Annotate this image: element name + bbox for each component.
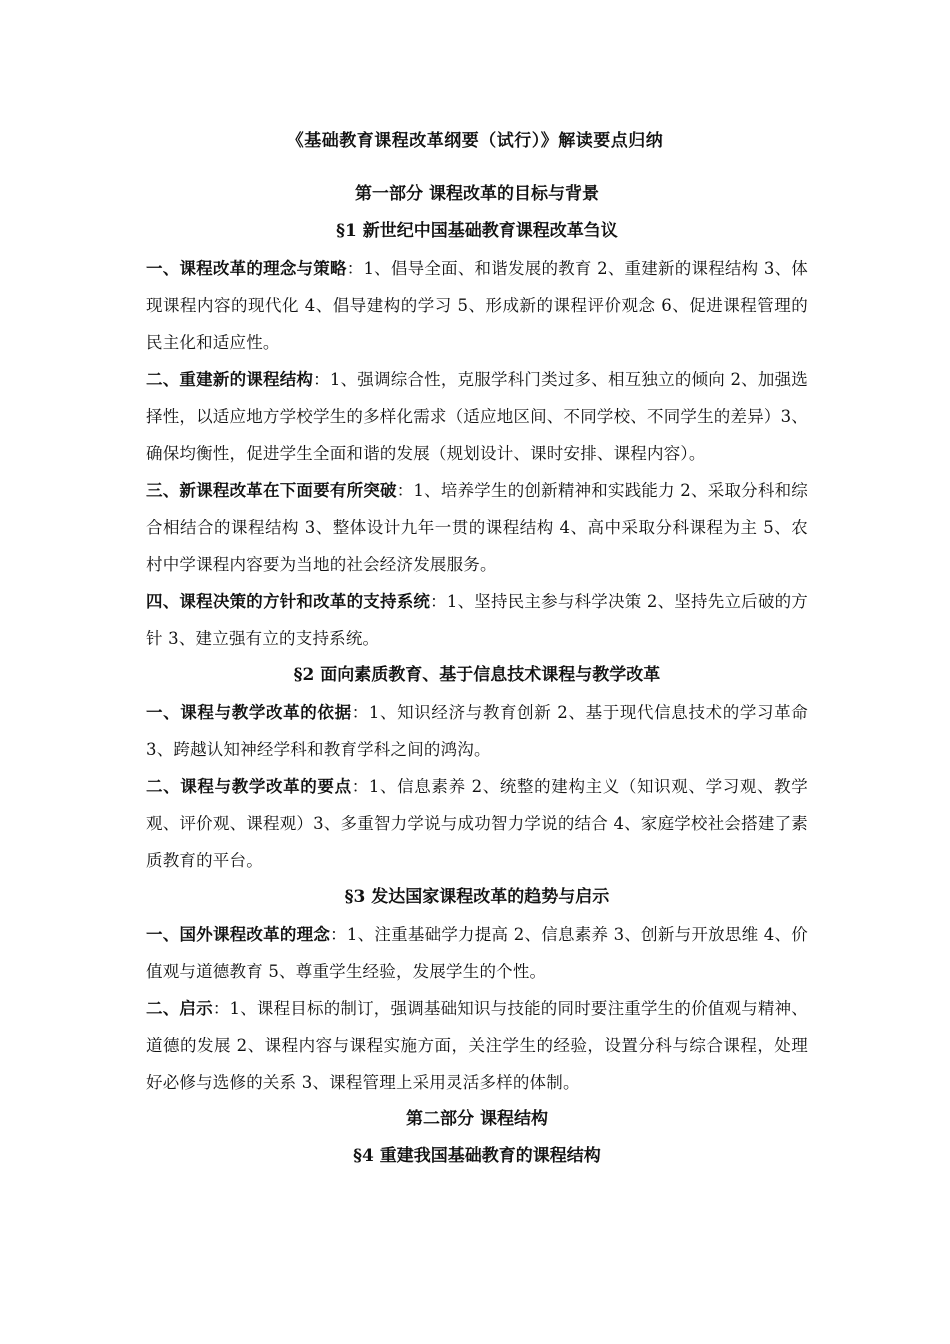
sec3-heading: §3 发达国家课程改革的趋势与启示 — [344, 887, 610, 907]
document-body — [146, 176, 808, 1175]
paragraph-lead: 二、启示 — [146, 999, 213, 1018]
paragraph-text: ：1、注重基础学力提高 2、信息素养 3、创新与开放思维 4、价值观与道德教育 5、尊重学生经验，发展学生的个性。 — [146, 925, 808, 981]
paragraph-lead: 四、课程决策的方针和改革的支持系统 — [146, 592, 431, 611]
sec3-paragraph-1 — [146, 916, 808, 990]
paragraph-lead: 一、课程与教学改革的依据 — [146, 703, 352, 722]
sec1-heading: §1 新世纪中国基础教育课程改革刍议 — [336, 221, 618, 241]
paragraph-lead: 三、新课程改革在下面要有所突破 — [146, 481, 397, 500]
document-title: 《基础教育课程改革纲要（试行）》解读要点归纳 — [286, 131, 664, 151]
paragraph-text: ：1、坚持民主参与科学决策 2、坚持先立后破的方针 3、建立强有立的支持系统。 — [146, 592, 808, 648]
paragraph-text: ：1、信息素养 2、统整的建构主义（知识观、学习观、教学观、评价观、课程观）3、多重智力学说与成功智力学说的结合 4、家庭学校社会搭建了素质教育的平台。 — [146, 777, 809, 870]
paragraph-lead: 一、国外课程改革的理念 — [146, 925, 331, 944]
paragraph-lead: 一、课程改革的理念与策略 — [146, 259, 347, 278]
paragraph-text: ：1、倡导全面、和谐发展的教育 2、重建新的课程结构 3、体现课程内容的现代化 4、倡导建构的学习 5、形成新的课程评价观念 6、促进课程管理的民主化和适应性。 — [146, 259, 809, 352]
paragraph-text: ：1、课程目标的制订，强调基础知识与技能的同时要注重学生的价值观与精神、道德的发展 2、课程内容与课程实施方面，关注学生的经验，设置分科与综合课程，处理好必修与选修的关系 3、课程管理上采用灵活多样的体制。 — [146, 999, 809, 1092]
paragraph-text: ：1、知识经济与教育创新 2、基于现代信息技术的学习革命 3、跨越认知神经学科和教育学科之间的鸿沟。 — [146, 703, 809, 759]
paragraph-lead: 二、重建新的课程结构 — [146, 370, 314, 389]
sec1-paragraph-1 — [146, 250, 808, 361]
part1-heading: 第一部分 课程改革的目标与背景 — [355, 184, 599, 204]
sec2-heading: §2 面向素质教育、基于信息技术课程与教学改革 — [293, 665, 661, 685]
sec4-heading: §4 重建我国基础教育的课程结构 — [353, 1146, 601, 1166]
paragraph-lead: 二、课程与教学改革的要点 — [146, 777, 352, 796]
sec1-paragraph-4 — [146, 583, 808, 657]
sec1-paragraph-3 — [146, 472, 808, 583]
paragraph-text: ：1、强调综合性，克服学科门类过多、相互独立的倾向 2、加强选择性，以适应地方学校学生的多样化需求（适应地区间、不同学校、不同学生的差异）3、确保均衡性，促进学生全面和谐的发展（规划设计、课时安排、课程内容）。 — [146, 370, 808, 463]
part2-heading: 第二部分 课程结构 — [406, 1109, 548, 1129]
sec3-paragraph-2 — [146, 990, 808, 1101]
sec2-paragraph-1 — [146, 694, 808, 768]
sec1-paragraph-2 — [146, 361, 808, 472]
paragraph-text: ：1、培养学生的创新精神和实践能力 2、采取分科和综合相结合的课程结构 3、整体设计九年一贯的课程结构 4、高中采取分科课程为主 5、农村中学课程内容要为当地的社会经济发展服务。 — [146, 481, 809, 574]
sec2-paragraph-2 — [146, 768, 808, 879]
